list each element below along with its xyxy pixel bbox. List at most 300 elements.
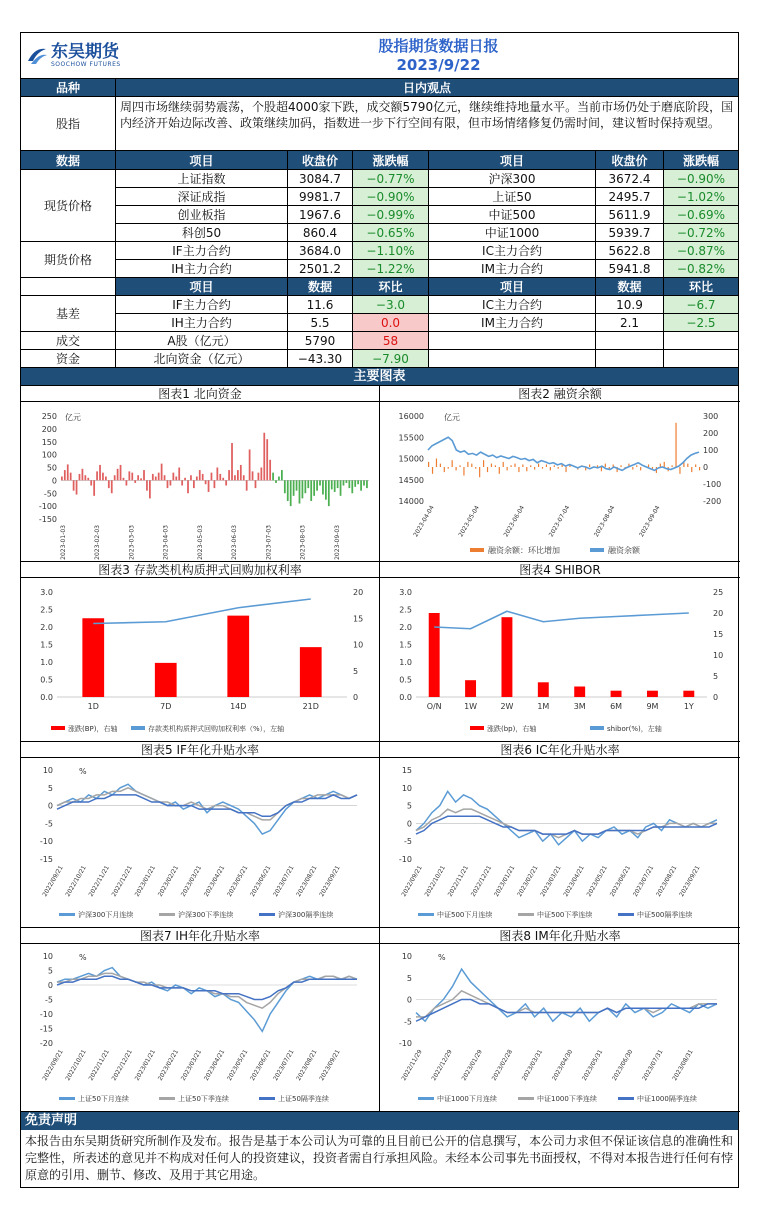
legend-label: 沪深300下月连续 [78,911,134,919]
bar [522,464,523,467]
series-line [416,1000,717,1022]
tick-label: 0 [713,693,719,702]
legend-swatch [131,726,145,730]
tick-label: -100 [703,480,722,489]
tick-label: 2023-04-03 [162,525,170,560]
price-cell: −1.22% [353,260,429,277]
bar [216,468,218,481]
prices-header-close: 收盘价 [288,151,353,169]
charts-grid [21,386,738,1112]
tick-label: 10 [353,640,364,650]
tick-label: 2023/08/21 [655,864,679,898]
table-row [116,224,738,242]
bar [111,480,113,493]
tick-label: 0 [406,995,412,1005]
bar [310,480,312,501]
tick-label: 2023/04/21 [202,1048,227,1082]
table-row [116,296,738,314]
basis-header-data2: 数据 [596,278,664,295]
tick-label: 2023-03-03 [128,525,136,560]
basis-header-item: 项目 [116,278,288,295]
legend-swatch [518,1097,534,1100]
price-cell: −0.99% [353,206,429,223]
bar [503,462,504,467]
bar [249,449,251,480]
bar [526,467,527,471]
bar [455,467,456,470]
bar [134,480,136,483]
tick-label: 0 [51,476,57,486]
price-cell: 5622.8 [596,242,664,259]
table-row [116,314,738,332]
tick-label: 2022/09/21 [41,864,65,898]
price-cell: 中证500 [429,206,596,223]
tick-label: 20 [353,588,364,597]
tick-label: 2023/06/30 [611,1048,635,1082]
chart-svg [380,402,739,561]
bar [609,467,610,469]
bar [272,473,274,481]
tick-label: 9M [646,702,659,711]
tick-label: -20 [39,1039,53,1048]
bar [558,467,559,469]
tick-label: 2023/06/21 [249,1048,273,1082]
tick-label: 2023/03/31 [520,1048,545,1082]
tick-label: 1D [87,702,99,711]
bar [334,480,336,492]
tick-label: 2022/10/21 [423,864,447,898]
bar [275,480,277,483]
tick-label: 2022/11/29 [400,1048,424,1082]
tick-label: 2023/08/31 [671,1048,695,1082]
bar [589,464,590,467]
legend-swatch [59,913,75,916]
price-cell: IH主力合约 [116,260,288,277]
bar [167,480,169,488]
bar [202,474,204,480]
legend-swatch [470,726,484,730]
fund-label: 资金 [21,350,116,367]
tick-label: 10 [42,952,53,961]
basis-cell: 10.9 [596,296,664,313]
tick-label: 16000 [398,412,424,421]
y-axis-unit: 亿元 [65,413,81,422]
prices-header-change2: 涨跌幅 [664,151,738,169]
tick-label: 2023/06/21 [608,864,633,898]
tick-label: 2.5 [40,605,53,615]
bar [672,465,673,467]
tick-label: 2023-04-04 [412,504,436,539]
tick-label: 1.5 [40,640,53,650]
bar [444,467,445,472]
bar [538,464,539,467]
tick-label: 14000 [398,497,424,506]
bar [507,467,508,470]
tick-label: 1Y [683,702,694,711]
bar [343,480,345,485]
tick-label: 2023-09-03 [333,525,341,560]
bar [479,467,480,477]
bar [61,477,63,481]
tick-label: 100 [703,446,719,455]
bar [574,687,585,698]
bar [495,465,496,467]
price-cell: 创业板指 [116,206,288,223]
basis-cell: −3.0 [353,296,429,313]
tick-label: 5 [713,672,719,681]
tick-label: 15 [353,614,364,624]
legend-swatch [418,913,434,916]
tick-label: 2023/06/21 [249,864,273,898]
chart-title: 图表8 IM年化升贴水率 [380,928,740,944]
tick-label: 15 [713,630,724,639]
bar [448,467,449,469]
tick-label: -200 [703,497,722,506]
legend-swatch [159,913,175,916]
tick-label: 10 [713,651,724,660]
bar [459,465,460,467]
bar [436,459,437,468]
bar [550,467,551,470]
report-date: 2023/9/22 [396,56,481,74]
basis-header-row [21,278,738,296]
series-line [434,611,689,629]
price-cell: 3684.0 [288,242,353,259]
futures-label: 期货价格 [21,242,115,278]
tick-label: 2023-06-04 [502,504,527,539]
bar [467,462,468,467]
legend-swatch [618,913,634,916]
tick-label: 100 [41,450,57,460]
bar [281,470,283,480]
bar [190,475,192,480]
bar [184,478,186,481]
tick-label: 2022/11/21 [87,1048,111,1082]
tick-label: -5 [404,837,412,847]
tick-label: 2023/08/21 [295,864,319,898]
basis-cell: 2.1 [596,314,664,331]
price-cell: 上证指数 [116,170,288,187]
price-cell: 中证1000 [429,224,596,241]
volume-change: 58 [353,332,429,349]
bar [211,473,213,481]
spot-label: 现货价格 [21,170,115,242]
tick-label: 2022/09/21 [41,1048,65,1082]
bar [290,480,292,506]
chart-svg [380,758,739,927]
bar [675,423,676,467]
tick-label: 3M [573,702,586,711]
bar [542,467,543,469]
view-label: 股指 [21,97,116,150]
tick-label: 2023-08-03 [299,525,307,560]
bar [208,480,210,492]
bar [155,663,177,697]
table-row [116,206,738,224]
legend-label: 中证500下月连续 [437,911,493,919]
bar [648,464,649,467]
tick-label: 250 [41,412,57,421]
bar [87,478,89,481]
tick-label: 2W [500,702,514,711]
bar [465,680,476,697]
tick-label: 1.0 [399,658,412,667]
price-cell: −1.10% [353,242,429,259]
bar [252,471,254,480]
tick-label: 2023/07/21 [272,1048,296,1082]
bar [243,475,245,480]
series-line [416,791,717,844]
tick-label: 2022/12/29 [430,1048,454,1082]
bar [126,480,128,485]
price-cell: 沪深300 [429,170,596,187]
bar [452,460,453,467]
bar [699,467,700,470]
tick-label: O/N [426,702,442,711]
bar [196,477,198,481]
bar [307,480,309,488]
tick-label: 0.5 [40,675,53,685]
tick-label: 2023/01/21 [133,864,158,898]
tick-label: 10 [401,952,412,961]
bar [228,470,230,480]
tick-label: 2023/07/21 [631,864,656,898]
bar [237,470,239,480]
tick-label: 15000 [398,454,424,464]
bar [340,480,342,495]
tick-label: -10 [39,837,53,847]
bar [664,462,665,467]
tick-label: 2022/12/21 [110,1048,134,1082]
volume-item: A股（亿元） [116,332,288,349]
price-cell: IM主力合约 [429,260,596,277]
legend-label: 存款类机构质押式回购加权利率（%），左轴 [148,725,285,733]
tick-label: -5 [404,1017,412,1027]
bar [258,473,260,481]
legend-swatch [618,1097,634,1100]
tick-label: 14D [230,702,247,711]
tick-label: 2023/01/29 [460,1048,484,1082]
legend-label: 上证50隔季连续 [278,1095,329,1103]
basis-header-item2: 项目 [429,278,596,295]
disclaimer-title: 免责声明 [21,1112,738,1130]
price-cell: −0.87% [664,242,738,259]
brand-name-en: SOOCHOW FUTURES [51,60,121,68]
tick-label: 0 [703,463,709,472]
series-line [57,976,357,999]
prices-header-change: 涨跌幅 [353,151,429,169]
tick-label: 6M [610,702,623,711]
bar [687,464,688,467]
bar [255,480,257,488]
bar [158,473,160,481]
bar [79,474,81,480]
bar [199,470,201,480]
legend-label: 中证500隔季连续 [637,911,693,919]
basis-cell: 5.5 [288,314,353,331]
tick-label: 0 [47,801,53,811]
series-line [416,816,717,834]
bar [90,480,92,485]
bar [117,469,119,481]
bar [554,465,555,467]
price-cell: −0.72% [664,224,738,241]
bar [123,478,125,481]
bar [316,480,318,490]
legend-label: 沪深300隔季连续 [278,911,334,919]
bar [99,465,101,480]
bar [246,480,248,490]
bar [695,464,696,467]
price-cell: −0.82% [664,260,738,277]
bar [328,480,330,506]
series-line [428,437,699,470]
legend-swatch [518,913,534,916]
basis-cell: 0.0 [353,314,429,331]
fund-item: 北向资金（亿元） [116,350,288,367]
bar [319,480,321,485]
tick-label: 7D [160,702,172,711]
bar [293,480,295,495]
bar [128,471,130,480]
legend-label: 中证500下季连续 [537,911,593,919]
legend-swatch [259,913,275,916]
price-cell: 2501.2 [288,260,353,277]
series-line [416,969,717,1021]
legend-label: 涨跌(bp)，右轴 [487,725,537,733]
chart-svg [21,402,379,561]
table-row [116,188,738,206]
tick-label: 2023-05-04 [457,504,481,539]
bar [84,475,86,480]
legend-swatch [59,1097,75,1100]
tick-label: 2023/04/21 [202,864,227,898]
bar [67,464,69,480]
tick-label: 5 [47,783,53,793]
legend-swatch [470,548,484,552]
tick-label: 2023/09/21 [318,1048,342,1082]
tick-label: 2023-02-03 [94,525,102,560]
table-row [116,242,738,260]
chart-title: 图表6 IC年化升贴水率 [380,742,740,758]
volume-label: 成交 [21,332,116,349]
chart-svg [380,578,739,741]
tick-label: 10 [42,766,53,775]
tick-label: 0.0 [399,693,412,702]
tick-label: 15 [401,766,412,775]
tick-label: 1.5 [399,640,412,650]
bar [82,469,84,481]
bar [429,613,440,697]
chart-svg [21,944,379,1111]
bar [691,467,692,472]
bar [234,475,236,480]
bar [491,464,492,467]
chart-title: 图表1 北向资金 [21,386,379,402]
series-line [93,599,311,624]
bar [636,465,637,467]
chart-panel [21,562,380,742]
bar [632,467,633,470]
tick-label: 2022/11/21 [87,864,111,898]
basis-cell: IM主力合约 [429,314,596,331]
chart-title: 图表7 IH年化升贴水率 [21,928,379,944]
tick-label: 0 [47,981,53,990]
chart-svg [380,944,739,1111]
bar [114,475,116,480]
tick-label: 2023/03/21 [179,1048,204,1082]
bar [510,465,511,467]
basis-label: 基差 [21,296,116,332]
bar [175,477,177,481]
tick-label: 2023/03/21 [539,864,563,898]
bar [597,465,598,467]
bar [337,480,339,488]
tick-label: 2023/01/21 [492,864,517,898]
tick-label: 2.0 [399,623,412,632]
y-axis-unit: % [79,767,87,776]
bar [601,467,602,471]
tick-label: 2023-05-03 [196,525,204,560]
price-cell: 上证50 [429,188,596,205]
tick-label: 21D [302,702,319,711]
price-cell: 3084.7 [288,170,353,187]
basis-cell: IH主力合约 [116,314,288,331]
chart-panel [380,562,740,742]
bar [357,480,359,484]
tick-label: -10 [39,1010,53,1019]
tick-label: 0 [353,693,359,702]
legend-label: shibor(%)，左轴 [607,725,662,733]
brand-name-cn: 东吴期货 [51,41,119,62]
chart-title: 图表3 存款类机构质押式回购加权利率 [21,562,379,578]
tick-label: 5 [47,966,53,976]
tick-label: 0 [406,819,412,829]
price-cell: −0.69% [664,206,738,223]
tick-label: 2023/03/21 [179,864,204,898]
bar [82,618,104,697]
bar [366,480,368,488]
tick-label: 10 [401,783,412,793]
bar [284,480,286,493]
bar [322,480,324,494]
bar [475,467,476,469]
chart-svg [21,578,379,741]
tick-label: 200 [703,429,719,438]
bar [348,480,350,488]
basis-header-data: 数据 [288,278,353,295]
tick-label: 2023/05/31 [580,1048,605,1082]
bar [354,480,356,486]
bar [302,480,304,498]
tick-label: 1M [537,702,550,711]
y-axis-unit: % [79,953,87,962]
disclaimer-text: 本报告由东吴期货研究所制作及发布。报告是基于本公司认为可靠的且目前已公开的信息撰写，本公司力求但不保证该信息的准确性和完整性，所表述的意见并不构成对任何人的投资建议，投资者需自行承担风险。未经本公司事先书面授权，不得对本报告进行任何有悖原意的引用、删节、修改、及用于其它用途。 [25,1134,734,1182]
price-cell: 2495.7 [596,188,664,205]
tick-label: -5 [45,819,53,829]
bar [331,480,333,489]
bar [299,480,301,503]
tick-label: 0.0 [40,693,53,702]
tick-label: 1.0 [40,658,53,667]
report-page [20,32,739,1188]
bar [463,467,464,476]
tick-label: 2023/02/28 [490,1048,515,1082]
tick-label: 2023/01/21 [133,1048,158,1082]
bar [146,480,148,490]
price-cell: 1967.6 [288,206,353,223]
tick-label: -100 [38,502,57,512]
